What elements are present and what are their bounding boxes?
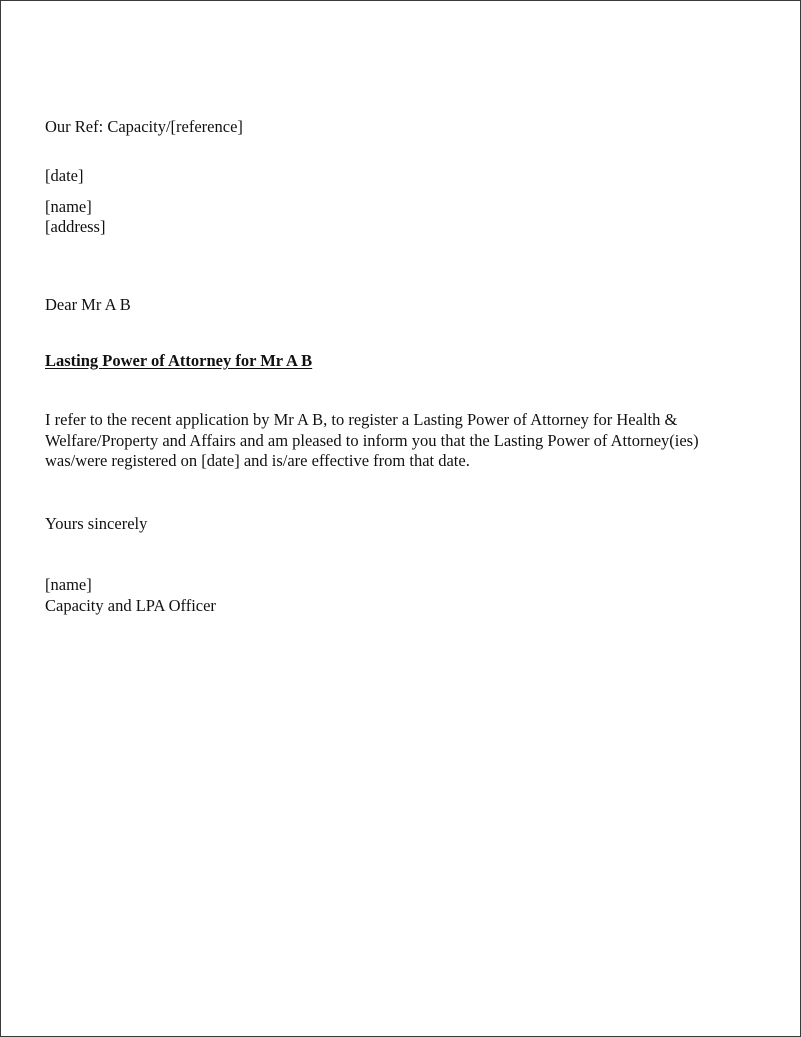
signatory-title: Capacity and LPA Officer [45,596,216,615]
recipient-address: [address] [45,217,106,236]
body-line: Welfare/Property and Affairs and am pleased to inform you that the Lasting Power of Attorney(ies) [45,431,699,450]
closing: Yours sincerely [45,514,148,533]
recipient-name: [name] [45,197,92,216]
salutation: Dear Mr A B [45,295,131,314]
body-line: I refer to the recent application by Mr A B, to register a Lasting Power of Attorney for Health & [45,410,678,429]
signatory-name: [name] [45,575,92,594]
letter-date: [date] [45,166,84,185]
subject-heading: Lasting Power of Attorney for Mr A B [45,351,313,370]
reference-line: Our Ref: Capacity/[reference] [45,117,243,136]
body-line: was/were registered on [date] and is/are effective from that date. [45,451,470,470]
